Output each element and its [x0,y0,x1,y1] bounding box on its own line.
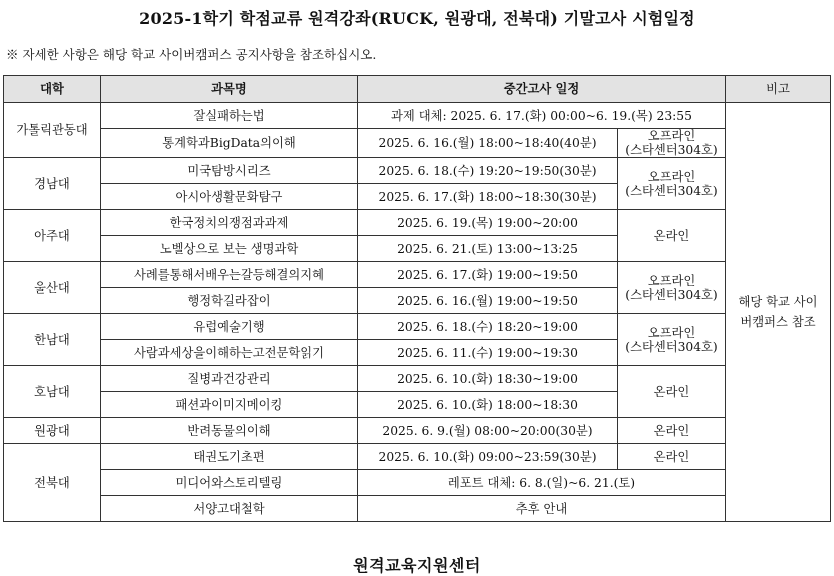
exam-cell: 2025. 6. 10.(화) 18:00~18:30 [358,392,618,418]
mode-cell: 온라인 [618,418,726,444]
mode-location: (스타센터304호) [625,183,718,198]
exam-cell: 2025. 6. 10.(화) 09:00~23:59(30분) [358,444,618,470]
exam-cell: 2025. 6. 17.(화) 19:00~19:50 [358,262,618,288]
university-cell: 아주대 [4,210,101,262]
course-cell: 유럽예술기행 [101,314,358,340]
exam-cell: 2025. 6. 11.(수) 19:00~19:30 [358,340,618,366]
table-row [4,158,831,184]
mode-cell: 온라인 [618,444,726,470]
exam-cell: 2025. 6. 9.(월) 08:00~20:00(30분) [358,418,618,444]
table-row [4,314,831,340]
table-row [4,129,831,158]
notice-text: ※ 자세한 사항은 해당 학교 사이버캠퍼스 공지사항을 참조하십시오. [6,47,377,62]
exam-schedule-table [3,75,831,522]
course-cell: 질병과건강관리 [101,366,358,392]
mode-cell: 온라인 [618,366,726,418]
header-remark: 비고 [726,76,831,103]
exam-cell: 2025. 6. 21.(토) 13:00~13:25 [358,236,618,262]
university-cell: 원광대 [4,418,101,444]
table-row [4,366,831,392]
exam-cell: 추후 안내 [358,496,726,522]
table-row [4,444,831,470]
exam-cell: 과제 대체: 2025. 6. 17.(화) 00:00~6. 19.(목) 23:55 [358,103,726,129]
remark-text: 해당 학교 사이버캠퍼스 참조 [738,295,818,329]
header-course: 과목명 [101,76,358,103]
exam-cell: 2025. 6. 16.(월) 18:00~18:40(40분) [358,129,618,158]
table-row [4,103,831,129]
table-header-row [4,76,831,103]
course-cell: 서양고대철학 [101,496,358,522]
footer-organization: 원격교육지원센터 [353,556,481,575]
course-cell: 태권도기초편 [101,444,358,470]
course-cell: 잘실패하는법 [101,103,358,129]
header-exam: 중간고사 일정 [358,76,726,103]
exam-cell: 레포트 대체: 6. 8.(일)~6. 21.(토) [358,470,726,496]
mode-offline: 오프라인 [647,273,696,288]
university-cell: 가톨릭관동대 [4,103,101,158]
course-cell: 통계학과BigData의이해 [101,129,358,158]
mode-cell [618,129,726,158]
course-cell: 패션과이미지메이킹 [101,392,358,418]
exam-cell: 2025. 6. 10.(화) 18:30~19:00 [358,366,618,392]
course-cell: 사례를통해서배우는갈등해결의지혜 [101,262,358,288]
mode-location: (스타센터304호) [625,287,718,302]
university-cell: 한남대 [4,314,101,366]
course-cell: 미국탐방시리즈 [101,158,358,184]
table-row [4,262,831,288]
exam-cell: 2025. 6. 19.(목) 19:00~20:00 [358,210,618,236]
course-cell: 아시아생활문화탐구 [101,184,358,210]
course-cell: 행정학길라잡이 [101,288,358,314]
university-cell: 호남대 [4,366,101,418]
mode-cell [618,158,726,210]
university-cell: 전북대 [4,444,101,522]
mode-offline: 오프라인 [647,325,696,340]
mode-location: (스타센터304호) [625,143,718,157]
mode-location: (스타센터304호) [625,339,718,354]
course-cell: 미디어와스토리텔링 [101,470,358,496]
exam-cell: 2025. 6. 18.(수) 18:20~19:00 [358,314,618,340]
header-university: 대학 [4,76,101,103]
table-row [4,418,831,444]
table-row [4,496,831,522]
exam-cell: 2025. 6. 18.(수) 19:20~19:50(30분) [358,158,618,184]
course-cell: 사람과세상을이해하는고전문학읽기 [101,340,358,366]
university-cell: 경남대 [4,158,101,210]
exam-cell: 2025. 6. 17.(화) 18:00~18:30(30분) [358,184,618,210]
remark-cell [726,103,831,522]
course-cell: 노벨상으로 보는 생명과학 [101,236,358,262]
mode-cell [618,262,726,314]
university-cell: 울산대 [4,262,101,314]
course-cell: 반려동물의이해 [101,418,358,444]
table-row [4,210,831,236]
exam-cell: 2025. 6. 16.(월) 19:00~19:50 [358,288,618,314]
page-title: 2025-1학기 학점교류 원격강좌(RUCK, 원광대, 전북대) 기말고사 시험일정 [139,9,695,28]
table-row [4,470,831,496]
mode-cell [618,314,726,366]
course-cell: 한국정치의쟁점과과제 [101,210,358,236]
mode-offline: 오프라인 [647,169,696,184]
mode-offline: 오프라인 [647,129,696,143]
mode-cell: 온라인 [618,210,726,262]
